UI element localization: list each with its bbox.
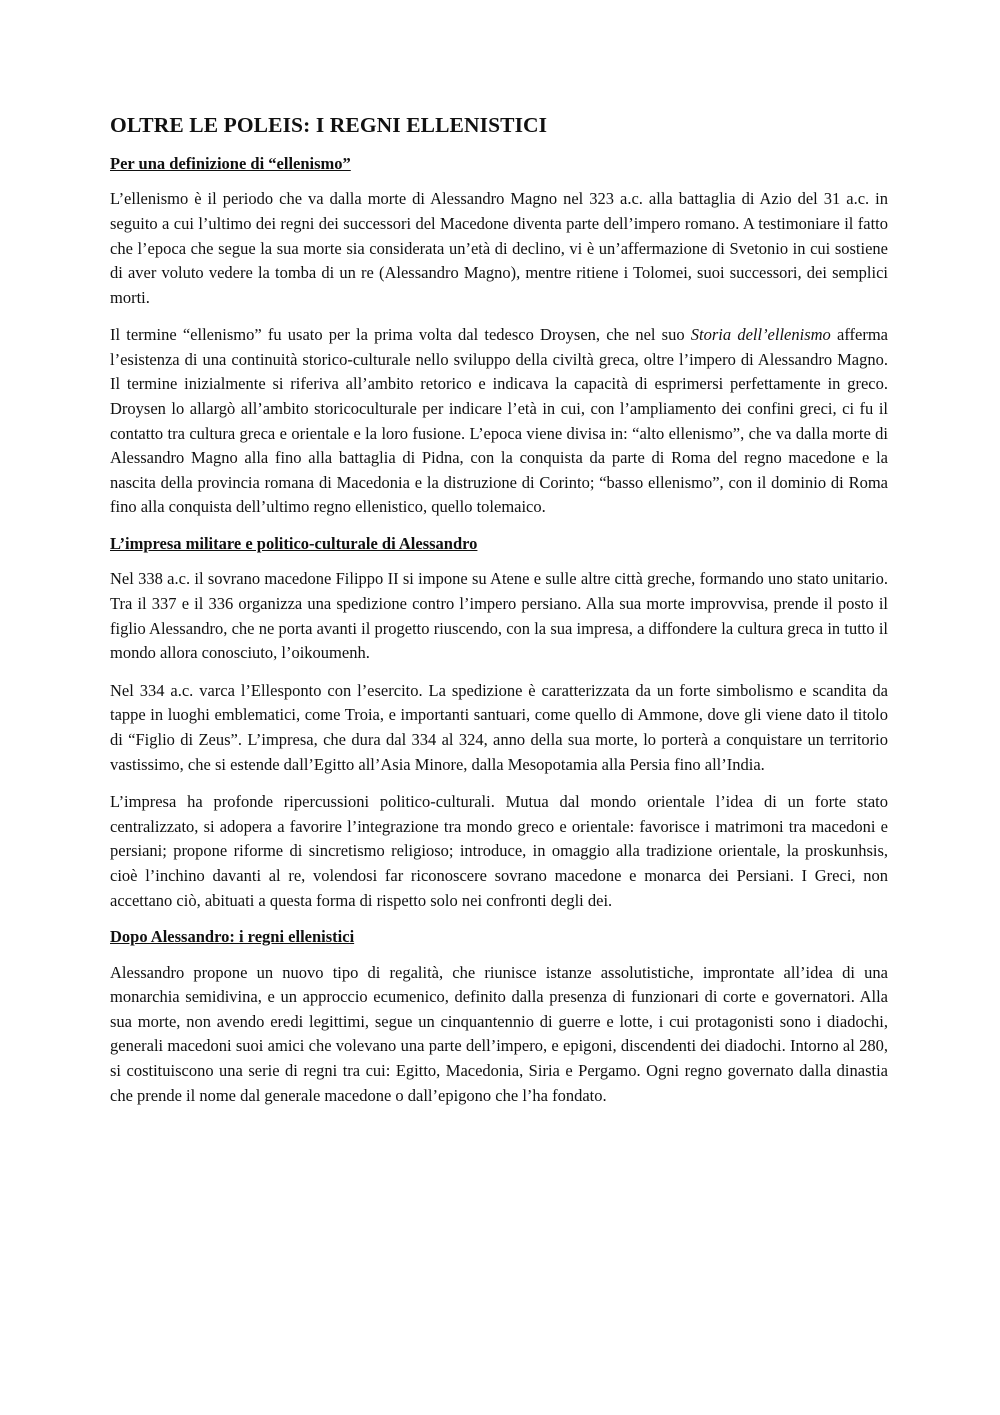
paragraph: Nel 338 a.c. il sovrano macedone Filippo II si impone su Atene e sulle altre città greche, formando uno stato unitario. Tra il 337 e il 336 organizza una spedizione contro l’impero persiano. Alla sua morte improvvisa, prende il posto il figlio Alessandro, che ne porta avanti il progetto riuscendo, con la sua impresa, a diffondere la cultura greca in tutto il mondo allora conosciuto, l’oikoumenh.	[110, 569, 888, 663]
paragraph: Alessandro propone un nuovo tipo di regalità, che riunisce istanze assolutistiche, improntate all’idea di una monarchia semidivina, e un approccio ecumenico, definito dalla presenza di funzionari di corte e governatori. Alla sua morte, non avendo eredi legittimi, segue un cinquantennio di guerre e lotte, i cui protagonisti sono i diadochi, generali macedoni suoi amici che volevano una parte dell’impero, e epigoni, discendenti dei diadochi. Intorno al 280, si costituiscono una serie di regni tra cui: Egitto, Macedonia, Siria e Pergamo. Ogni regno governato dalla dinastia che prende il nome dal generale macedone o dall’epigono che l’ha fondato.	[110, 962, 888, 1105]
paragraph: L’ellenismo è il periodo che va dalla morte di Alessandro Magno nel 323 a.c. alla battaglia di Azio del 31 a.c. in seguito a cui l’ultimo dei regni dei successori del Macedone diventa parte dell’impero romano. A testimoniare il fatto che l’epoca che segue la sua morte sia considerata un’età di declino, vi è un’affermazione di Svetonio in cui sostiene di aver voluto vedere la tomba di un re (Alessandro Magno), mentre ritiene i Tolomei, suoi successori, dei semplici morti.	[110, 189, 888, 307]
paragraph: L’impresa ha profonde ripercussioni politico-culturali. Mutua dal mondo orientale l’idea di un forte stato centralizzato, si adopera a favorire l’integrazione tra mondo greco e orientale: favorisce i matrimoni tra macedoni e persiani; propone riforme di sincretismo religioso; introduce, in omaggio alla tradizione orientale, la proskunhsis, cioè l’inchino davanti al re, volendosi far riconoscere sovrano macedone e monarca dei Persiani. I Greci, non accettano ciò, abituati a questa forma di rispetto solo nei confronti degli dei.	[110, 792, 888, 910]
document-page	[110, 112, 888, 1121]
paragraph-text: afferma l’esistenza di una continuità storico-culturale nello sviluppo della civiltà greca, oltre l’impero di Alessandro Magno. Il termine inizialmente si riferiva all’ambito retorico e indicava la capacità di esprimersi perfettamente in greco. Droysen lo allargò all’ambito storicoculturale per indicare l’età in cui, con l’ampliamento dei confini greci, ci fu il contatto tra cultura greca e orientale e la loro fusione. L’epoca viene divisa in: “alto ellenismo”, che va dalla morte di Alessandro Magno alla fino alla battaglia di Pidna, con la conquista da parte di Roma del regno macedone e la nascita della provincia romana di Macedonia e la distruzione di Corinto; “basso ellenismo”, con il dominio di Roma fino alla conquista dell’ultimo regno ellenistico, quello tolemaico.	[110, 325, 888, 517]
section-heading: Dopo Alessandro: i regni ellenistici	[110, 927, 355, 947]
document-title: OLTRE LE POLEIS: I REGNI ELLENISTICI	[110, 113, 548, 137]
paragraph: Nel 334 a.c. varca l’Ellesponto con l’esercito. La spedizione è caratterizzata da un forte simbolismo e scandita da tappe in luoghi emblematici, come Troia, e importanti santuari, come quello di Ammone, dove gli viene dato il titolo di “Figlio di Zeus”. L’impresa, che dura dal 334 al 324, anno della sua morte, lo porterà a conquistare un territorio vastissimo, che si estende dall’Egitto all’Asia Minore, dalla Mesopotamia alla Persia fino all’India.	[110, 680, 888, 774]
section-definizione-ellenismo	[110, 153, 888, 520]
section-regni-ellenistici	[110, 926, 888, 1108]
section-heading: L’impresa militare e politico-culturale di Alessandro	[110, 534, 478, 554]
paragraph-text: Il termine “ellenismo” fu usato per la prima volta dal tedesco Droysen, che nel suo	[110, 325, 691, 345]
book-title-italic: Storia dell’ellenismo	[690, 325, 831, 345]
paragraph	[110, 323, 888, 520]
section-impresa-alessandro	[110, 533, 888, 913]
section-heading: Per una definizione di “ellenismo”	[110, 153, 351, 173]
